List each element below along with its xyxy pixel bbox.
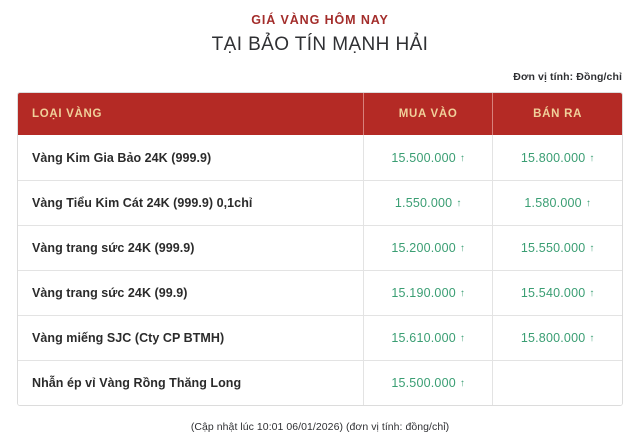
cell-sell-price xyxy=(493,360,622,405)
cell-buy-price xyxy=(363,360,492,405)
cell-sell-price xyxy=(493,225,622,270)
trend-up-icon: ↑ xyxy=(459,242,465,254)
trend-up-icon: ↑ xyxy=(589,242,595,254)
cell-buy-price xyxy=(363,315,492,360)
trend-up-icon: ↑ xyxy=(459,332,465,344)
cell-gold-type: Nhẫn ép vỉ Vàng Rồng Thăng Long xyxy=(18,360,363,405)
table-header-row xyxy=(18,93,622,135)
cell-gold-type: Vàng trang sức 24K (999.9) xyxy=(18,225,363,270)
cell-buy-price-value: 15.200.000 xyxy=(391,240,456,255)
trend-up-icon: ↑ xyxy=(589,287,595,299)
table-header xyxy=(18,93,622,135)
cell-sell-price xyxy=(493,315,622,360)
cell-buy-price-value: 15.500.000 xyxy=(391,150,456,165)
cell-sell-price xyxy=(493,180,622,225)
cell-sell-price-value: 1.580.000 xyxy=(524,195,582,210)
trend-up-icon: ↑ xyxy=(585,197,591,209)
cell-buy-price-value: 15.500.000 xyxy=(391,376,456,391)
cell-buy-price-value: 15.190.000 xyxy=(391,285,456,300)
trend-up-icon: ↑ xyxy=(456,197,462,209)
cell-sell-price-value: 15.540.000 xyxy=(520,285,586,300)
column-header-gold-type: LOẠI VÀNG xyxy=(18,93,363,135)
price-table-container xyxy=(17,92,623,406)
price-table-frame xyxy=(17,92,623,406)
cell-buy-price xyxy=(363,135,492,180)
table-row xyxy=(18,315,622,360)
page-title: TẠI BẢO TÍN MẠNH HẢI xyxy=(211,33,429,55)
cell-gold-type: Vàng Kim Gia Bảo 24K (999.9) xyxy=(18,135,363,180)
cell-sell-price xyxy=(493,270,622,315)
table-row xyxy=(18,360,622,405)
page-header xyxy=(0,0,640,57)
cell-gold-type: Vàng miếng SJC (Cty CP BTMH) xyxy=(18,315,363,360)
cell-sell-price-value: 15.800.000 xyxy=(520,150,586,165)
unit-note: Đơn vị tính: Đồng/chỉ xyxy=(513,71,622,84)
column-header-sell-price: BÁN RA xyxy=(493,93,622,135)
update-timestamp-note: (Cập nhật lúc 10:01 06/01/2026) (đơn vị tính: đồng/chỉ) xyxy=(190,421,450,434)
table-row xyxy=(18,225,622,270)
unit-note-container xyxy=(0,57,640,85)
cell-buy-price-value: 1.550.000 xyxy=(394,195,453,210)
cell-buy-price-value: 15.610.000 xyxy=(391,330,456,345)
cell-gold-type: Vàng Tiểu Kim Cát 24K (999.9) 0,1chỉ xyxy=(18,180,363,225)
page-eyebrow-title: GIÁ VÀNG HÔM NAY xyxy=(251,13,389,27)
trend-up-icon: ↑ xyxy=(589,152,595,164)
trend-up-icon: ↑ xyxy=(459,152,465,164)
table-body xyxy=(18,135,622,405)
page-footer xyxy=(0,406,640,435)
cell-sell-price xyxy=(493,135,622,180)
cell-buy-price xyxy=(363,270,492,315)
table-row xyxy=(18,180,622,225)
cell-buy-price xyxy=(363,225,492,270)
cell-gold-type: Vàng trang sức 24K (99.9) xyxy=(18,270,363,315)
trend-up-icon: ↑ xyxy=(589,332,595,344)
trend-up-icon: ↑ xyxy=(459,378,465,390)
cell-sell-price-value: 15.550.000 xyxy=(520,240,586,255)
gold-price-table xyxy=(18,93,622,405)
table-row xyxy=(18,270,622,315)
table-row xyxy=(18,135,622,180)
column-header-buy-price: MUA VÀO xyxy=(363,93,492,135)
trend-up-icon: ↑ xyxy=(459,287,465,299)
cell-sell-price-value: 15.800.000 xyxy=(520,330,586,345)
cell-buy-price xyxy=(363,180,492,225)
